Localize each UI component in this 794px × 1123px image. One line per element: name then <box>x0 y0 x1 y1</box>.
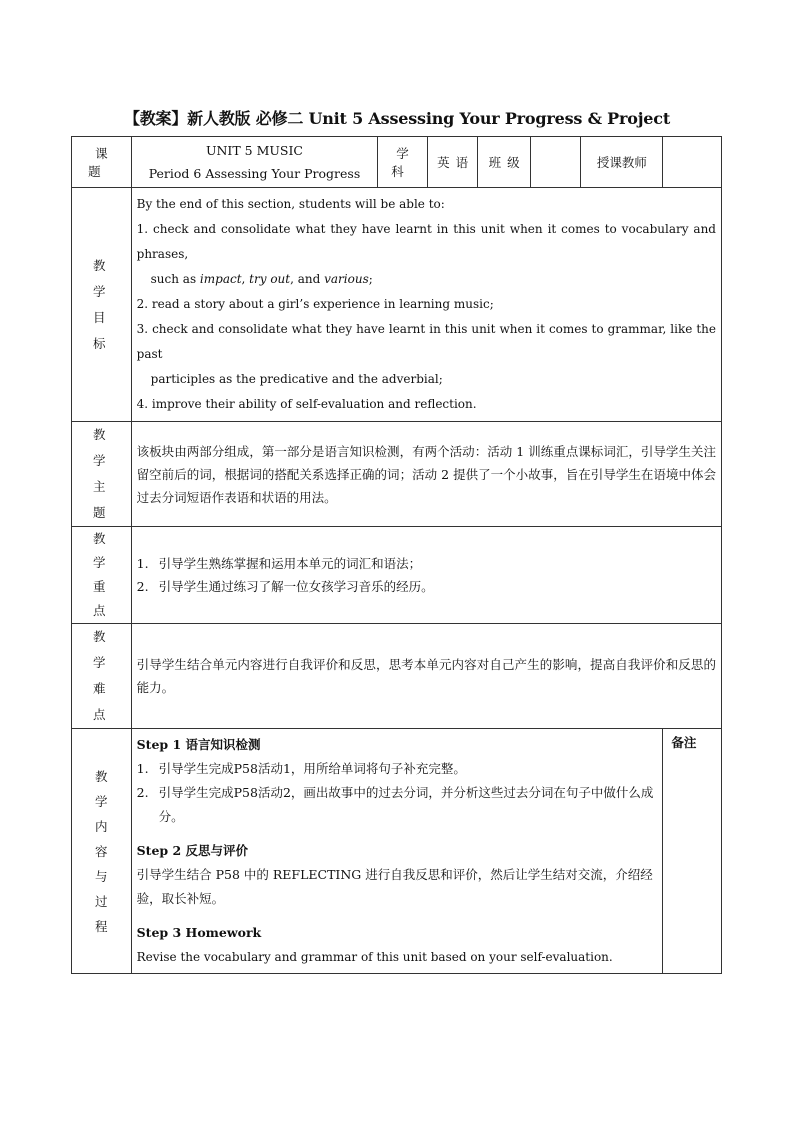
objective-3-line-1: 3. check and consolidate what they have learnt in this unit when it comes to grammar, like the past <box>136 322 716 361</box>
process-row <box>72 729 722 974</box>
list-number: 1. <box>136 761 149 776</box>
class-label-cell <box>478 137 531 188</box>
key-point-text: 引导学生熟练掌握和运用本单元的词汇和语法； <box>158 556 422 571</box>
process-cell <box>131 729 663 974</box>
difficulties-text: 引导学生结合单元内容进行自我评价和反思，思考本单元内容对自己产生的影响，提高自我评价和反思的能力。 <box>136 657 716 695</box>
class-label: 班级 <box>488 155 526 170</box>
word-try-out: try out <box>249 272 291 286</box>
list-number: 1. <box>136 556 149 571</box>
step-item-text: 引导学生完成P58活动1，用所给单词将句子补充完整。 <box>158 761 466 776</box>
process-label: 教学内容与过程 <box>95 768 108 934</box>
theme-label: 教学主题 <box>93 427 116 520</box>
topic-line-1: UNIT 5 MUSIC <box>205 143 303 158</box>
objective-3-line-2: participles as the predicative and the adverbial; <box>150 372 443 386</box>
subject-label-cell <box>378 137 428 188</box>
theme-label-cell <box>72 422 132 527</box>
lesson-plan-table <box>71 136 722 974</box>
subject-value: 英语 <box>437 155 475 170</box>
objectives-cell <box>131 188 721 422</box>
step-2-title: Step 2 反思与评价 <box>136 843 249 858</box>
topic-line-2: Period 6 Assessing Your Progress <box>148 166 361 181</box>
subject-label: 学科 <box>391 146 419 179</box>
objectives-label-cell <box>72 188 132 422</box>
difficulties-label-cell <box>72 624 132 729</box>
word-various: various <box>324 272 369 286</box>
topic-cell <box>131 137 378 188</box>
theme-cell <box>131 422 721 527</box>
notes-cell <box>663 729 722 974</box>
separator: , <box>241 272 250 286</box>
objective-2: 2. read a story about a girl’s experience in learning music; <box>136 297 494 311</box>
key-points-row <box>72 527 722 624</box>
key-point-1 <box>137 552 716 575</box>
theme-text: 该板块由两部分组成，第一部分是语言知识检测，有两个活动：活动 1 训练重点课标词汇，引导学生关注留空前后的词，根据词的搭配关系选择正确的词；活动 2 提供了一个小故事，旨在引导学生在语境中体会过去分词短语作表语和状语的用法。 <box>136 443 716 505</box>
step-1-item-1 <box>137 757 658 781</box>
key-points-cell <box>131 527 721 624</box>
document-title: 【教案】新人教版 必修二 Unit 5 Assessing Your Progress & Project <box>123 109 671 128</box>
separator: , and <box>290 272 325 286</box>
step-item-text: 引导学生完成P58活动2，画出故事中的过去分词，并分析这些过去分词在句子中做什么成分。 <box>158 785 654 824</box>
objective-1-line-1: 1. check and consolidate what they have learnt in this unit when it comes to vocabulary and phrases, <box>136 222 716 261</box>
step-1-item-2 <box>137 781 658 829</box>
step-2-text: 引导学生结合 P58 中的 REFLECTING 进行自我反思和评价，然后让学生结对交流，介绍经验，取长补短。 <box>136 867 653 906</box>
difficulties-row <box>72 624 722 729</box>
header-row <box>72 137 722 188</box>
subject-value-cell <box>427 137 478 188</box>
objective-1-prefix: such as <box>150 272 200 286</box>
difficulties-cell <box>131 624 721 729</box>
class-value-cell <box>530 137 581 188</box>
objectives-intro: By the end of this section, students will be able to: <box>136 197 445 211</box>
word-impact: impact <box>199 272 242 286</box>
theme-row <box>72 422 722 527</box>
key-point-2 <box>137 575 716 598</box>
objectives-row <box>72 188 722 422</box>
teacher-value-cell <box>663 137 722 188</box>
teacher-label-cell <box>581 137 663 188</box>
notes-label: 备注 <box>671 735 697 750</box>
teacher-label: 授课教师 <box>596 155 647 170</box>
objective-1-line-2 <box>137 267 716 292</box>
list-number: 2. <box>136 579 149 594</box>
list-number: 2. <box>136 785 149 800</box>
step-3-title: Step 3 Homework <box>136 925 262 940</box>
semicolon: ; <box>368 272 373 286</box>
process-label-cell <box>72 729 132 974</box>
topic-label: 课题 <box>88 146 122 179</box>
difficulties-label: 教学难点 <box>93 629 116 722</box>
step-3-text: Revise the vocabulary and grammar of this unit based on your self-evaluation. <box>136 950 613 964</box>
key-points-label: 教学重点 <box>93 531 116 618</box>
objective-4: 4. improve their ability of self-evaluation and reflection. <box>136 397 477 411</box>
step-1-title: Step 1 语言知识检测 <box>136 737 261 752</box>
key-points-label-cell <box>72 527 132 624</box>
objectives-label: 教学目标 <box>93 257 116 351</box>
topic-label-cell <box>72 137 132 188</box>
key-point-text: 引导学生通过练习了解一位女孩学习音乐的经历。 <box>158 579 434 594</box>
